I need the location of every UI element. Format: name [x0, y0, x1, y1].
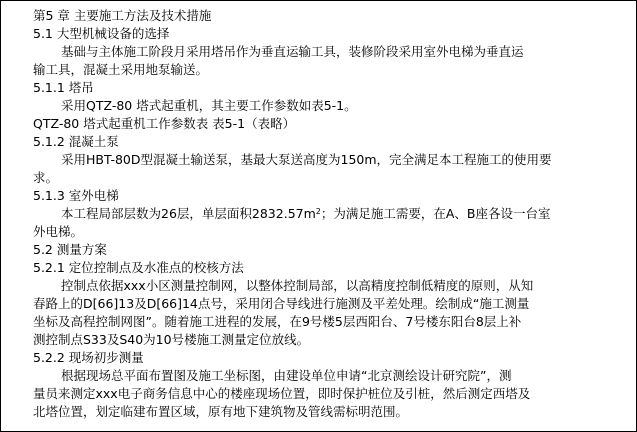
paragraph-line: 春路上的D[66]13及D[66]14点号，采用闭合导线进行施测及平差处理。绘制成“施工测量 — [33, 296, 530, 311]
paragraph-line: 坐标及高程控制网图”。随着施工进程的发展，在9号楼5层西阳台、7号楼东阳台8层上补 — [33, 314, 522, 329]
paragraph-line — [61, 205, 551, 223]
paragraph-line: 根据现场总平面布置图及施工坐标图，由建设单位申请“北京测绘设计研究院”，测 — [61, 368, 512, 383]
paragraph-line: 北塔位置，划定临建布置区域，原有地下建筑物及管线需标明范围。 — [33, 404, 409, 419]
section-heading-5-2-1: 5.2.1 定位控制点及水准点的校核方法 — [33, 260, 244, 275]
section-heading-5-2-2: 5.2.2 现场初步测量 — [33, 350, 144, 365]
paragraph-line: 控制点依据xxx小区测量控制网，以整体控制局部，以高精度控制低精度的原则，从知 — [61, 278, 534, 293]
paragraph-line: 求。 — [33, 170, 59, 185]
superscript: 2 — [315, 207, 321, 216]
section-heading-5-1: 5.1 大型机械设备的选择 — [33, 26, 170, 41]
paragraph-text: 本工程局部层数为26层，单层面积2832.57m — [61, 206, 316, 221]
paragraph-line: 量员来测定xxx电子商务信息中心的楼座现场位置，即时保护桩位及引桩，然后测定西塔及 — [33, 386, 531, 401]
section-heading-5-2: 5.2 测量方案 — [33, 242, 107, 257]
section-heading-5-1-2: 5.1.2 混凝土泵 — [33, 134, 119, 149]
chapter-heading: 第5 章 主要施工方法及技术措施 — [33, 8, 212, 23]
section-heading-5-1-3: 5.1.3 室外电梯 — [33, 188, 119, 203]
paragraph-text: ；为满足施工需要，在A、B座各设一台室 — [320, 206, 551, 221]
paragraph-line: 测控制点S33及S40为10号楼施工测量定位放线。 — [33, 332, 310, 347]
table-caption: QTZ-80 塔式起重机工作参数表 表5-1（表略） — [33, 116, 296, 131]
paragraph-line: 基础与主体施工阶段月采用塔吊作为垂直运输工具，装修阶段采用室外电梯为垂直运 — [61, 44, 524, 59]
paragraph-line: 采用QTZ-80 塔式起重机，其主要工作参数如表5-1。 — [61, 98, 357, 113]
paragraph-line: 输工具，混凝土采用地泵输送。 — [33, 62, 209, 77]
paragraph-line: 采用HBT-80D型混凝土输送泵，基最大泵送高度为150m，完全满足本工程施工的使用要 — [61, 152, 552, 167]
paragraph-line: 外电梯。 — [33, 224, 84, 239]
section-heading-5-1-1: 5.1.1 塔吊 — [33, 80, 94, 95]
